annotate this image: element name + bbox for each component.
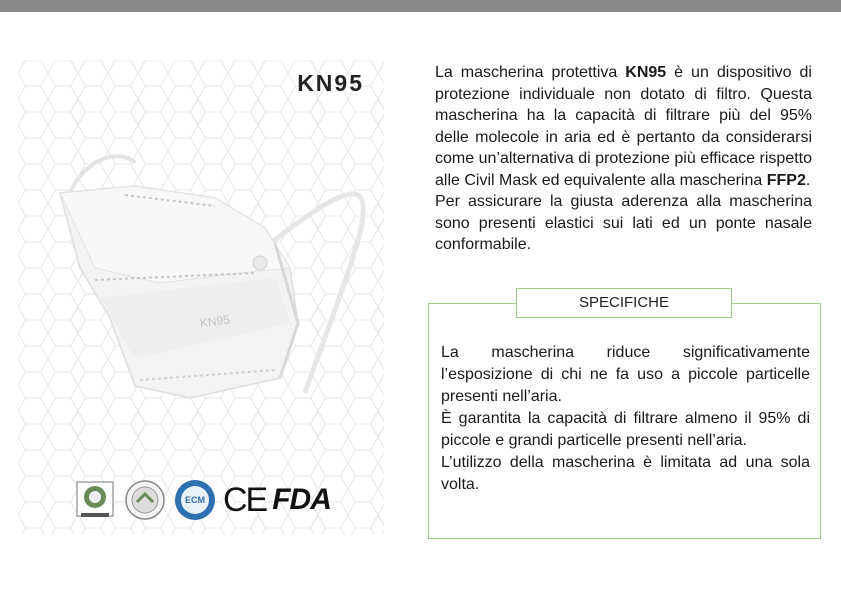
spec-item: La mascherina riduce significativamente l’esposizione di chi ne fa uso a piccole particelle presenti nell’aria.: [441, 344, 810, 405]
svg-text:ECM: ECM: [185, 495, 205, 505]
certification-logos: [73, 478, 331, 522]
product-image-panel: [18, 60, 384, 535]
fda-logo-icon: FDA: [272, 483, 331, 516]
specs-list: [441, 342, 810, 496]
ce-mark-icon: CE: [223, 481, 267, 519]
description-paragraph-2: Per assicurare la giusta aderenza alla mascherina sono presenti elastici sui lati ed un ponte nasale conformabile.: [435, 193, 812, 253]
product-title: KN95: [297, 70, 364, 96]
mask-image: [40, 148, 380, 408]
spec-item: L’utilizzo della mascherina è limitata ad una sola volta.: [441, 454, 810, 493]
mask-imprint: KN95: [198, 312, 231, 331]
european-quality-seal-icon: [73, 478, 117, 522]
ecm-badge-icon: [173, 478, 217, 522]
certificate-seal-icon: [123, 478, 167, 522]
description-paragraph-1: La mascherina protettiva KN95 è un dispositivo di protezione individuale non dotato di filtro. Questa mascherina ha la capacità di filtrare più del 95% delle molecole in aria ed è pertanto da considerarsi come un’alternativa di protezione più efficace rispetto alle Civil Mask ed equivalente alla mascherina FFP2.: [435, 64, 812, 189]
product-description: [435, 62, 812, 256]
spec-item: È garantita la capacità di filtrare almeno il 95% di piccole e grandi particelle presenti nell’aria.: [441, 410, 810, 449]
top-bar: [0, 0, 841, 12]
specs-heading: SPECIFICHE: [516, 288, 732, 318]
